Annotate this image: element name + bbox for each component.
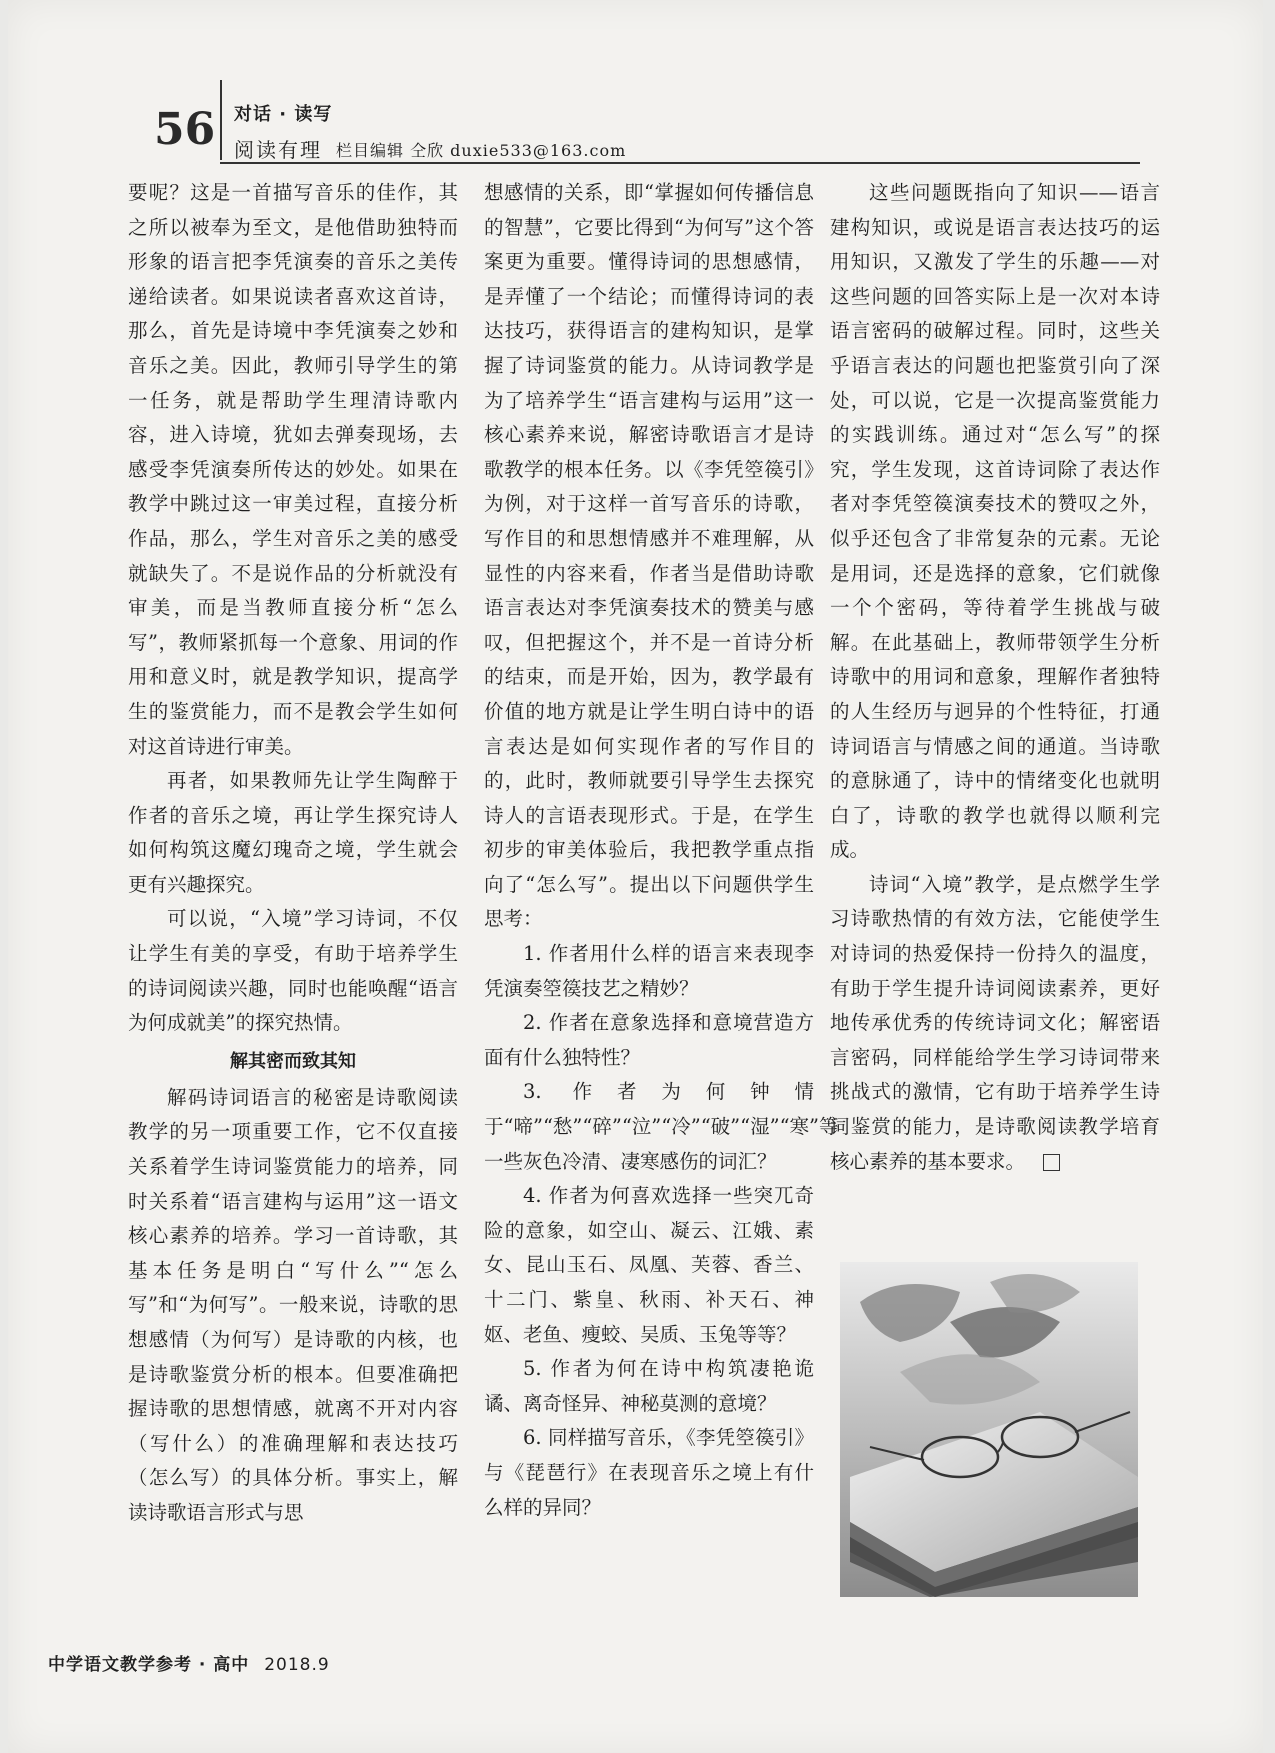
question-item: 5. 作者为何在诗中构筑凄艳诡谲、离奇怪异、神秘莫测的意境？ [484, 1357, 814, 1415]
magazine-page [8, 0, 1263, 1753]
text-column-2 [484, 176, 839, 1525]
section-heading: 解其密而致其知 [230, 1050, 356, 1072]
paragraph: 解码诗词语言的秘密是诗歌阅读教学的另一项重要工作，它不仅直接关系着学生诗词鉴赏能力的培养，同时关系着“语言建构与运用”这一语文核心素养的培养。学习一首诗歌，其基本任务是明白“写什么”“怎么写”和“为何写”。一般来说，诗歌的思想感情（为何写）是诗歌的内核，也是诗歌鉴赏分析的根本。但要准确把握诗歌的思想情感，就离不开对内容（写什么）的准确理解和表达技巧（怎么写）的具体分析。事实上，解读诗歌语言形式与思 [128, 1085, 458, 1524]
issue-date: 2018.9 [264, 1655, 330, 1675]
question-item: 4. 作者为何喜欢选择一些突兀奇险的意象，如空山、凝云、江娥、素女、昆山玉石、凤凰、芙蓉、香兰、十二门、紫皇、秋雨、补天石、神妪、老鱼、瘦蛟、吴质、玉兔等等？ [484, 1184, 814, 1346]
column-name: 阅读有理 [234, 138, 322, 162]
page-footer [48, 1650, 330, 1675]
text-column-3 [830, 176, 1160, 1179]
page-number: 56 [154, 104, 216, 155]
question-item: 3. 作者为何钟情于“啼”“愁”“碎”“泣”“冷”“破”“湿”“寒”等一些灰色冷清、凄寒感伤的词汇？ [484, 1080, 839, 1173]
text-column-1 [128, 176, 458, 1531]
page-header [8, 0, 1263, 160]
section-title: 对话 · 读写 [234, 104, 333, 125]
question-item: 6. 同样描写音乐，《李凭箜篌引》与《琵琶行》在表现音乐之境上有什么样的异同？ [484, 1426, 814, 1519]
books-glasses-illustration [840, 1262, 1138, 1597]
question-item: 1. 作者用什么样的语言来表现李凭演奏箜篌技艺之精妙？ [484, 942, 814, 1000]
books-glasses-photo [840, 1262, 1138, 1597]
question-item: 2. 作者在意象选择和意境营造方面有什么独特性？ [484, 1011, 814, 1069]
paragraph: 可以说，“入境”学习诗词，不仅让学生有美的享受，有助于培养学生的诗词阅读兴趣，同时也能唤醒“语言为何成就美”的探究热情。 [128, 907, 458, 1035]
paragraph: 想感情的关系，即“掌握如何传播信息的智慧”，它要比得到“为何写”这个答案更为重要。懂得诗词的思想感情，是弄懂了一个结论；而懂得诗词的表达技巧，获得语言的建构知识，是掌握了诗词鉴赏的能力。从诗词教学是为了培养学生“语言建构与运用”这一核心素养来说，解密诗歌语言才是诗歌教学的根本任务。以《李凭箜篌引》为例，对于这样一首写音乐的诗歌，写作目的和思想情感并不难理解，从显性的内容来看，作者当是借助诗歌语言表达对李凭演奏技术的赞美与感叹，但把握这个，并不是一首诗分析的结束，而是开始，因为，教学最有价值的地方就是让学生明白诗中的语言表达是如何实现作者的写作目的的，此时，教师就要引导学生去探究诗人的言语表现形式。于是，在学生初步的审美体验后，我把教学重点指向了“怎么写”。提出以下问题供学生思考： [484, 181, 814, 931]
end-mark-icon [1043, 1154, 1060, 1171]
journal-name: 中学语文教学参考 · 高中 [48, 1655, 250, 1675]
paragraph: 再者，如果教师先让学生陶醉于作者的音乐之境，再让学生探究诗人如何构筑这魔幻瑰奇之境，学生就会更有兴趣探究。 [128, 769, 458, 896]
paragraph-text: 诗词“入境”教学，是点燃学生学习诗歌热情的有效方法，它能使学生对诗词的热爱保持一份持久的温度，有助于学生提升诗词阅读素养，更好地传承优秀的传统诗词文化；解密语言密码，同样能给学生学习诗词带来挑战式的激情，它有助于培养学生诗词鉴赏的能力，是诗歌阅读教学培育核心素养的基本要求。 [830, 872, 1160, 1173]
header-divider-vertical [220, 80, 222, 160]
paragraph: 要呢？这是一首描写音乐的佳作，其之所以被奉为至文，是他借助独特而形象的语言把李凭演奏的音乐之美传递给读者。如果说读者喜欢这首诗，那么，首先是诗境中李凭演奏之妙和音乐之美。因此，教师引导学生的第一任务，就是帮助学生理清诗歌内容，进入诗境，犹如去弹奏现场，去感受李凭演奏所传达的妙处。如果在教学中跳过这一审美过程，直接分析作品，那么，学生对音乐之美的感受就缺失了。不是说作品的分析就没有审美，而是当教师直接分析“怎么写”，教师紧抓每一个意象、用词的作用和意义时，就是教学知识，提高学生的鉴赏能力，而不是教会学生如何对这首诗进行审美。 [128, 181, 458, 758]
paragraph: 这些问题既指向了知识——语言建构知识，或说是语言表达技巧的运用知识，又激发了学生的乐趣——对这些问题的回答实际上是一次对本诗语言密码的破解过程。同时，这些关乎语言表达的问题也把鉴赏引向了深处，可以说，它是一次提高鉴赏能力的实践训练。通过对“怎么写”的探究，学生发现，这首诗词除了表达作者对李凭箜篌演奏技术的赞叹之外，似乎还包含了非常复杂的元素。无论是用词，还是选择的意象，它们就像一个个密码，等待着学生挑战与破解。在此基础上，教师带领学生分析诗歌中的用词和意象，理解作者独特的人生经历与迥异的个性特征，打通诗词语言与情感之间的通道。当诗歌的意脉通了，诗中的情绪变化也就明白了，诗歌的教学也就得以顺利完成。 [830, 181, 1160, 862]
header-divider-horizontal [220, 162, 1140, 164]
editor-credit: 栏目编辑 仝欣 duxie533@163.com [336, 141, 627, 160]
paragraph [830, 868, 1160, 1179]
